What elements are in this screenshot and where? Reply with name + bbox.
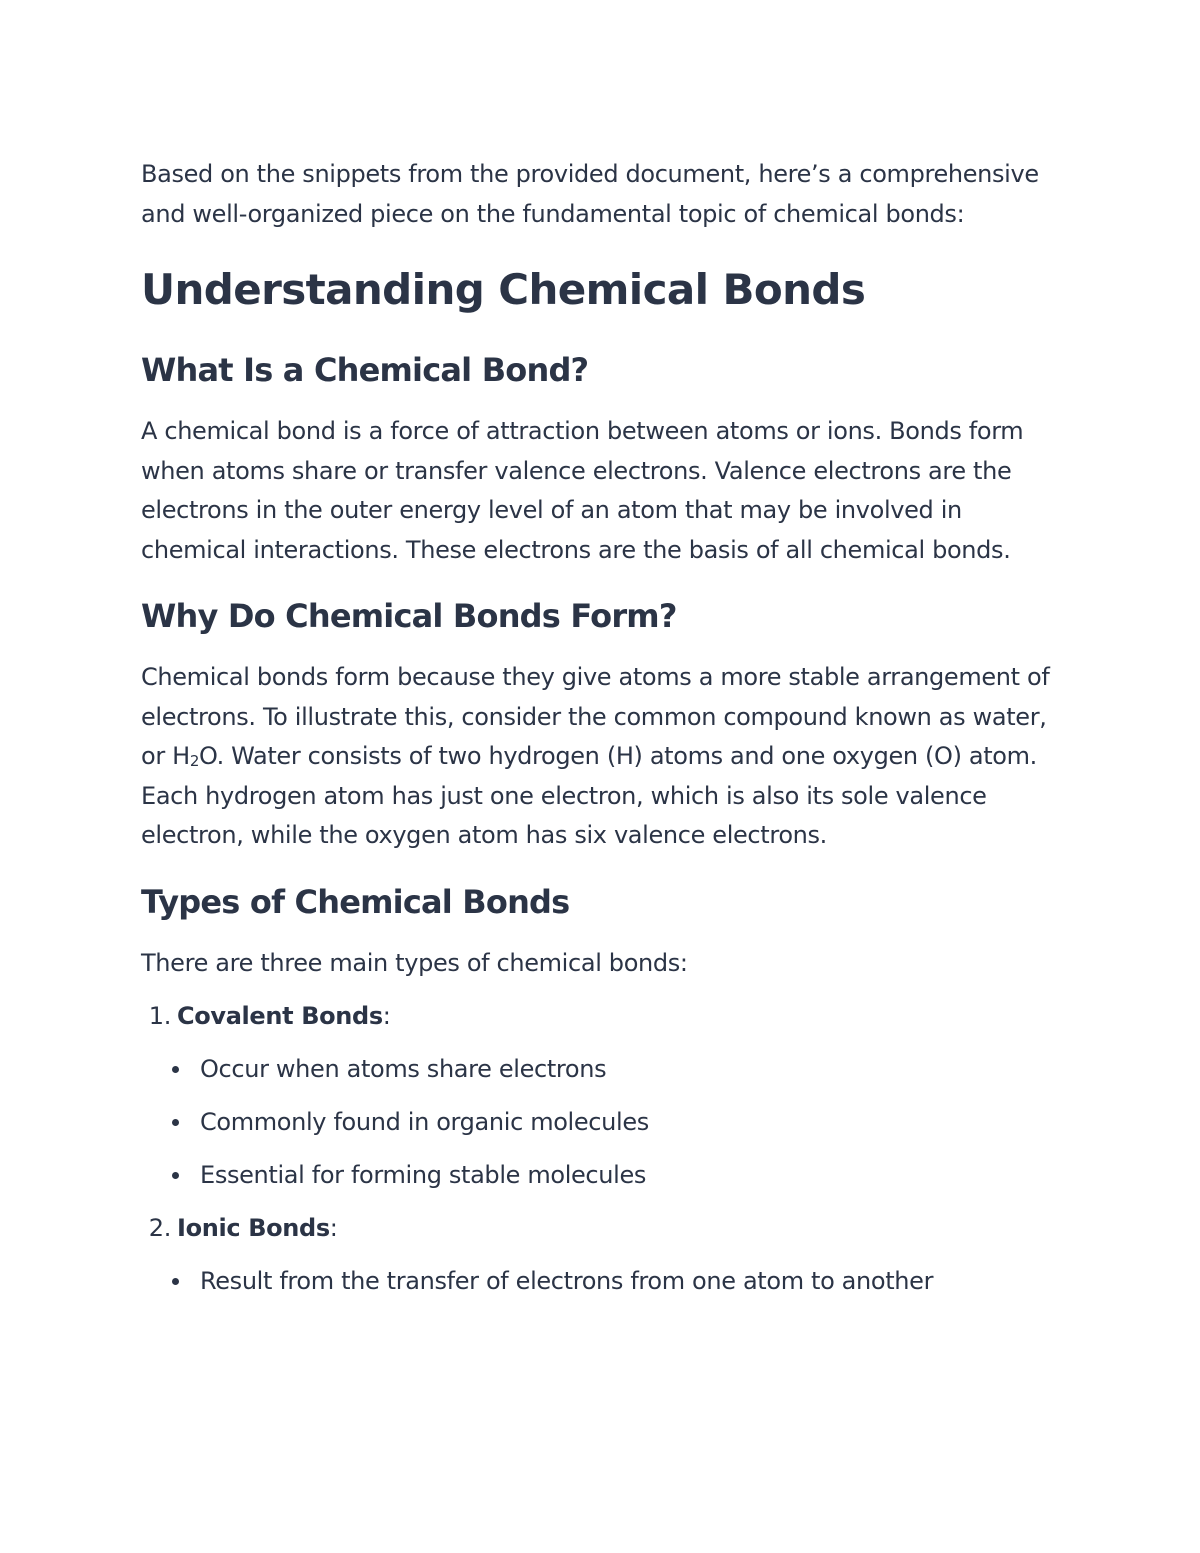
bullet-icon — [172, 1066, 179, 1073]
section-heading-why-form: Why Do Chemical Bonds Form? — [141, 597, 677, 635]
bond-points-list — [141, 1261, 1060, 1301]
bond-type-ionic — [141, 1208, 1060, 1301]
bullet-icon — [172, 1278, 179, 1285]
section-body-why-form — [141, 658, 1060, 856]
bond-type-heading — [141, 1208, 1060, 1248]
list-item-text: Result from the transfer of electrons from one atom to another — [200, 1267, 934, 1295]
bond-type-label — [177, 996, 391, 1036]
list-number: 1. — [148, 1002, 171, 1030]
bond-points-list — [141, 1049, 1060, 1195]
bond-type-title: Ionic Bonds — [177, 1214, 330, 1242]
why-form-text-part-2: O. Water consists of two hydrogen (H) atoms and one oxygen (O) atom. Each hydrogen atom has just one electron, which is also its sole valence electron, while the oxygen atom has six valence electrons. — [141, 742, 1037, 849]
bond-type-title: Covalent Bonds — [177, 1002, 383, 1030]
section-body-types: There are three main types of chemical bonds: — [141, 948, 688, 977]
formula-subscript: 2 — [189, 752, 200, 770]
list-item — [141, 1155, 1060, 1195]
list-item-text: Commonly found in organic molecules — [200, 1108, 649, 1136]
section-heading-types: Types of Chemical Bonds — [141, 882, 570, 921]
bond-type-covalent — [141, 996, 1060, 1195]
bullet-icon — [172, 1172, 179, 1179]
list-item — [141, 1261, 1060, 1301]
why-form-text-part-1: Chemical bonds form because they give atoms a more stable arrangement of electrons. To illustrate this, consider the common compound known as water, or H — [141, 663, 1050, 770]
bullet-icon — [172, 1119, 179, 1126]
bond-type-heading — [141, 996, 1060, 1036]
bond-types-list — [141, 996, 1060, 1301]
list-item-text: Essential for forming stable molecules — [200, 1161, 647, 1189]
section-body-what-is: A chemical bond is a force of attraction between atoms or ions. Bonds form when atoms share or transfer valence electrons. Valence electrons are the electrons in the outer energy level of an atom that may be involved in chemical interactions. These electrons are the basis of all chemical bonds. — [141, 417, 1024, 564]
list-item — [141, 1102, 1060, 1142]
bond-type-suffix: : — [382, 1002, 391, 1030]
intro-paragraph: Based on the snippets from the provided document, here’s a comprehensive and well-organized piece on the fundamental topic of chemical bonds: — [141, 160, 1039, 228]
list-number: 2. — [148, 1214, 171, 1242]
bond-type-suffix: : — [329, 1214, 338, 1242]
list-item — [141, 1049, 1060, 1089]
document-title: Understanding Chemical Bonds — [141, 265, 866, 314]
bond-type-label — [177, 1208, 338, 1248]
section-heading-what-is: What Is a Chemical Bond? — [141, 351, 589, 389]
list-item-text: Occur when atoms share electrons — [200, 1055, 607, 1083]
